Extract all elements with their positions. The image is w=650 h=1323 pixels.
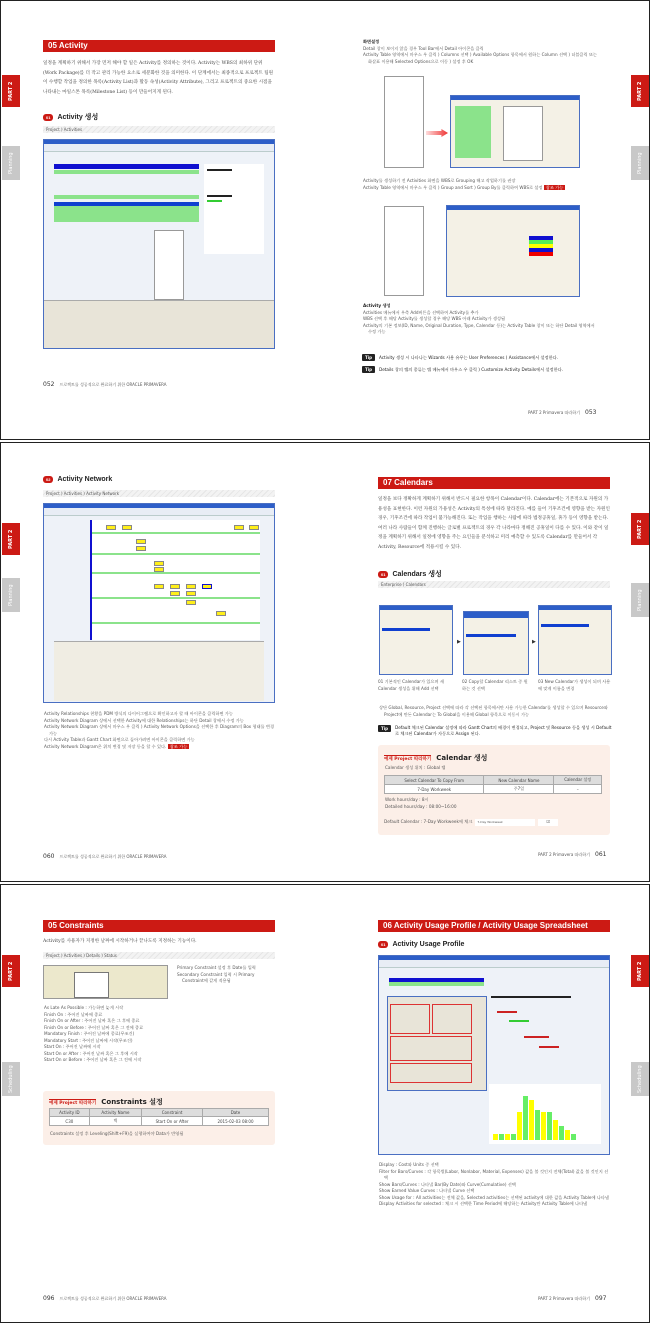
subsection-number: 01 [378,571,388,578]
tip-label: Tip [362,366,375,373]
subsection-heading [43,476,112,483]
status-tab-screenshot [43,965,168,999]
footer-text: 프로젝트를 성공적으로 완료하기 위한 ORACLE PRIMAVERA [59,854,167,859]
screen-setup-list [362,39,597,65]
tip-label: Tip [362,354,375,361]
spread-2 [0,442,650,882]
bullet: 다시 Activity Table과 Gantt Chart 화면으로 돌아가려면 아이콘을 클릭하면 가능 [44,737,195,742]
step-2-caption: 02 Copy할 Calendar 리스트 중 원하는 것 선택 [462,679,528,691]
context-menu-screenshot [384,76,424,168]
page-footer [43,853,167,860]
arrow-right-icon: ▶ [457,639,461,645]
usage-profile-options: Display : Cost와 Units 중 선택 Filter for Bars/Curves : 각 항목별(Labor, Nonlabor, Material, Expenses) 값을 볼 것인지 전체(Total) 값을 볼 것인지 선택 Show Bars/Curves : 나타낼 Bar(By Date)와 Curve(Cumulative) 선택 Show Earned Value Curves : 나타낼 Curve 선택 Show Usage for : All activities는 전체 값을, Selected activities는 선택된 activity에 대한 값을 Activity Table에 나타냄 Display Activities for selected : 체크 시 선택한 Time Period에 해당하는 Activity만 Activity Table에 나타냄 [379,1162,609,1206]
example-box [43,1091,275,1145]
part-tab: PART 2 [2,523,20,555]
page-footer [538,851,606,858]
example-table: Activity ID Activity Name Constraint Date C30 벽 Start On or After 2015-02-03 08:00 [49,1108,269,1126]
tip-1: Tip Activity 생성 시 나타나는 Wizards 사용 유무는 User Preferences ) Assistance에서 설정한다. [362,354,558,361]
copy-calendar-dialog-step2 [463,611,529,675]
reference-badge: 참조 가능 [169,743,188,749]
page-number: 060 [43,853,55,860]
example-label: 예제 Project 따라하기 [49,1101,97,1106]
activity-create-list [362,303,597,336]
subsection-title: Activity Usage Profile [392,941,465,948]
tip-label: Tip [378,725,391,732]
menu-path: Enterprise ) Calendars [378,581,610,588]
calendar-field: 7-Day Workweek [475,819,535,826]
section-title: 06 Activity Usage Profile / Activity Usage Spreadsheet [378,920,610,932]
page-052 [1,1,326,439]
default-calendar-line: Default Calendar : 7-Day Workweek에 체크 7-Day Workweek ☑ [384,819,558,826]
subsection-title: Calendars 생성 [392,571,442,578]
tip: Tip Default 체크된 Calendar 설정에 따라 Gantt Chart의 배경이 변경되고, Project 및 Resource 등을 생성 시 Default로 체크된 Calendar가 자동으로 Assign 된다. [378,725,612,737]
bullet: Activity Network Diagram 상에서 마우스 우 클릭 ) Activity Network Options을 선택한 후 Diagram의 Box 형태를 변경 가능 [44,724,275,736]
page-footer [43,381,167,388]
usage-histogram [489,1084,601,1144]
page-096 [1,885,326,1322]
page-number: 096 [43,1295,55,1302]
spread-1 [0,0,650,440]
example-title: Calendar 생성 [436,754,488,762]
intro-text: Activity를 사용자가 지정한 날짜에 시작하거나 끝나도록 지정하는 기능이다. [43,939,197,944]
step-1-caption: 01 기본적인 Calendar가 있으며 새 Calendar 생성을 위해 Add 선택 [378,679,444,691]
reference-badge: 참조 가능 [545,184,564,190]
menu-path: Project ) Activities ) Details ) Status [43,952,275,959]
subsection-heading [378,941,464,948]
chapter-tab: Scheduling [2,1062,20,1096]
section-title: 05 Constraints [43,920,275,932]
menu-path: Project ) Activities ) Activity Network [43,490,275,497]
calendar-note: 상단 Global, Resource, Project 선택에 따라 각 선택된 항목에서만 사용 가능한 Calendar를 생성할 수 있으며 Resource와 Project에 만든 Calendar는 To Global을 이용해 Global 항목으로 이동시 가능 [379,705,608,717]
page-097 [326,885,650,1322]
subsection-number: 01 [43,114,53,121]
columns-dialog-screenshot [450,95,580,168]
bullet: Activity Table 영역에서 마우스 우 클릭 ) Columns 선택 ) Available Options 항목에서 원하는 Column 선택 ) 더블클릭 또는 화살표 이용해 Selected Options으로 이동 ) 설정 후 OK [363,52,597,64]
page-footer [528,409,596,416]
bullet: Detail 창이 보이지 않을 경우 Tool Bar에서 Detail 아이콘을 클릭 [363,45,484,51]
arrow-right-icon: ▶ [532,639,536,645]
bullet: Activity를 생성하기 전 Activities 화면을 WBS로 Grouping 해고 작업하기를 권장 [363,178,516,183]
bullet: Activity Network Diagram 상에서 선택한 Activity에 대한 Relationships는 하단 Detail 창에서 수정 가능 [44,717,244,723]
heading-activity-create: Activity 생성 [363,303,391,308]
subsection-title: Activity 생성 [57,114,99,121]
section-title: 07 Calendars [378,477,610,489]
calendars-dialog-step3 [538,605,612,675]
bullet: Activity Relationships 현황을 PDM 방식의 다이어그램으로 확인하고자 할 때 아이콘을 클릭하면 가능 [44,711,233,716]
arrow-icon [426,129,448,137]
menu-path: Project ) Activities [43,126,275,133]
subsection-number: 01 [378,941,388,948]
chapter-tab: Planning [2,146,20,180]
example-label: 예제 Project 따라하기 [384,757,432,762]
bullet: Activity Network Diagram은 위치 변경 및 저장 등을 할 수 있다. 참조 가능 [44,743,188,749]
chapter-tab: Scheduling [631,1062,649,1096]
example-title: Constraints 설정 [101,1098,163,1106]
constraint-side-notes: Primary Constraint 설정 후 Date를 입력 Secondary Constraint 입력 시 Primary Constraint에 같게 적용됨 [177,965,256,983]
part-tab: PART 2 [2,955,20,987]
page-number: 097 [595,1295,607,1302]
table-row: C30 벽 Start On or After 2015-02-03 08:00 [50,1117,269,1126]
bullet: Activity의 기본 정보(ID, Name, Original Duration, Type, Calendar 등)는 Activity Table 창이 또는 하단 Detail 영역에서 수정 가능 [363,322,595,334]
intro-text: 일정을 보다 정확하게 계획하기 위해서 반드시 필요한 항목이 Calendar이다. Calendar에는 기본적으로 자원의 가용성을 표현한다. 이런 자원의 가용성은 Activity의 특성에 따라 달라진다. 예를 들어 기후조건에 영향을 받는 자원인 경우, 기후조건에 따라 작업이 불가능해진다. 또는 작업을 행하는 사람에 따라 법정공휴일, 휴가 등이 영향을 받는다. 여러 나라 사람들이 함께 진행하는 글로벌 프로젝트의 경우 각 나라마다 정해진 공휴일이 다를 수 있다. 이와 같이 일정을 계획하기 위해서 일정에 영향을 주는 요인들을 분석하고 미리 예측할 수 있도록 Calendar를 만들어서 각 Activity, Resource에 적용시킬 수 있다. [378,497,610,550]
part-tab: PART 2 [631,955,649,987]
page-061 [326,443,650,881]
footer-text: 프로젝트를 성공적으로 완료하기 위한 ORACLE PRIMAVERA [59,382,167,387]
chapter-tab: Planning [2,578,20,612]
activity-usage-profile-screenshot [378,955,610,1155]
tip-2: Tip Details 창의 탭의 종류는 탭 메뉴에서 마우스 우 클릭 ) Customize Activity Details에서 설정한다. [362,366,563,373]
example-box [378,745,610,835]
calendars-dialog-step1 [379,605,453,675]
context-menu-screenshot [384,206,424,296]
bullet: Activity Table 영역에서 마우스 우 클릭 ) Group and Sort ) Group By를 클릭하여 WBS로 설정 참조 가능 [363,184,564,190]
heading-screen-setup: 화면설정 [363,39,380,44]
page-060 [1,443,326,881]
footer-text: PART 2 Primavera 따라하기 [538,852,591,857]
chapter-tab: Planning [631,583,649,617]
subsection-heading [378,569,442,579]
part-tab: PART 2 [2,75,20,107]
page-053 [326,1,650,439]
p6-activities-screenshot [43,139,275,349]
example-bullet: Calendar 생성 위치 : Global 탭 [385,765,446,770]
footer-text: 프로젝트를 성공적으로 완료하기 위한 ORACLE PRIMAVERA [59,1296,167,1301]
default-checkbox[interactable]: ☑ [538,819,558,826]
spread-3 [0,884,650,1323]
network-notes [43,711,278,750]
page-footer [43,1295,167,1302]
intro-text: 일정을 계획하기 위해서 가장 먼저 해야 할 일은 Activity를 정의하는 것이다. Activity는 WBS의 최하위 단위(Work Package)를 더 작고 관리 가능한 요소로 세분화한 것을 의미한다. 이 단계에서는 최종적으로 프로젝트 팀원이 수행할 작업을 정의한 목록(Activity List)과 활동 속성(Activity Attribute), 그리고 프로젝트의 중요한 시점을 나타내는 마일스톤 목록(Milestone List) 등이 만들어지게 된다. [43,61,274,95]
activity-network-screenshot [43,503,275,703]
group-sort-dialog-screenshot [446,205,580,297]
example-bullets: Work hours/day : 8시 Detailed hours/day : 08:00~16:00 [385,797,457,809]
example-note: Constraints 설정 후 Leveling(Shift+F9)을 실행하여야 Data가 반영됨 [50,1131,184,1136]
footer-text: PART 2 Primavera 따라하기 [538,1296,591,1301]
footer-text: PART 2 Primavera 따라하기 [528,410,581,415]
part-tab: PART 2 [631,75,649,107]
constraint-types-list: As Late As Possible : 가능하면 늦게 시작 Finish On : 주어진 날짜에 종료 Finish On or After : 주어진 날짜 혹은 그 후에 종료 Finish On or Before : 주어진 날짜 혹은 그 전에 종료 Mandatory Finish : 주어진 날짜에 종료(무조건) Mandatory Start : 주어진 날짜에 시작(무조건) Start On : 주어진 날짜에 시작 Start On or After : 주어진 날짜 혹은 그 후에 시작 Start On or Before : 주어진 날짜 혹은 그 전에 시작 [44,1005,144,1062]
subsection-heading [43,112,98,122]
subsection-number: 02 [43,476,53,483]
table-row: 7-Day Workweek 주7일 – [385,785,602,794]
chapter-tab: Planning [631,146,649,180]
section-title: 05 Activity [43,40,275,52]
page-footer [538,1295,606,1302]
page-number: 061 [595,851,607,858]
grouping-list [362,178,597,191]
example-table: Select Calendar To Copy From New Calendar Name Calendar 설정 7-Day Workweek 주7일 – [384,775,602,794]
step-3-caption: 03 New Calendar가 생성이 되며 사용에 맞게 이름을 변경 [538,679,611,691]
part-tab: PART 2 [631,513,649,545]
bullet: WBS 선택 후 해당 Activity를 생성할 경우 해당 WBS 아래 Activity가 생성됨 [363,316,506,321]
page-number: 052 [43,381,55,388]
bullet: Activities 메뉴에서 우측 Add버튼을 선택하여 Activity를 추가 [363,309,479,315]
page-number: 053 [585,409,597,416]
subsection-title: Activity Network [57,476,113,483]
